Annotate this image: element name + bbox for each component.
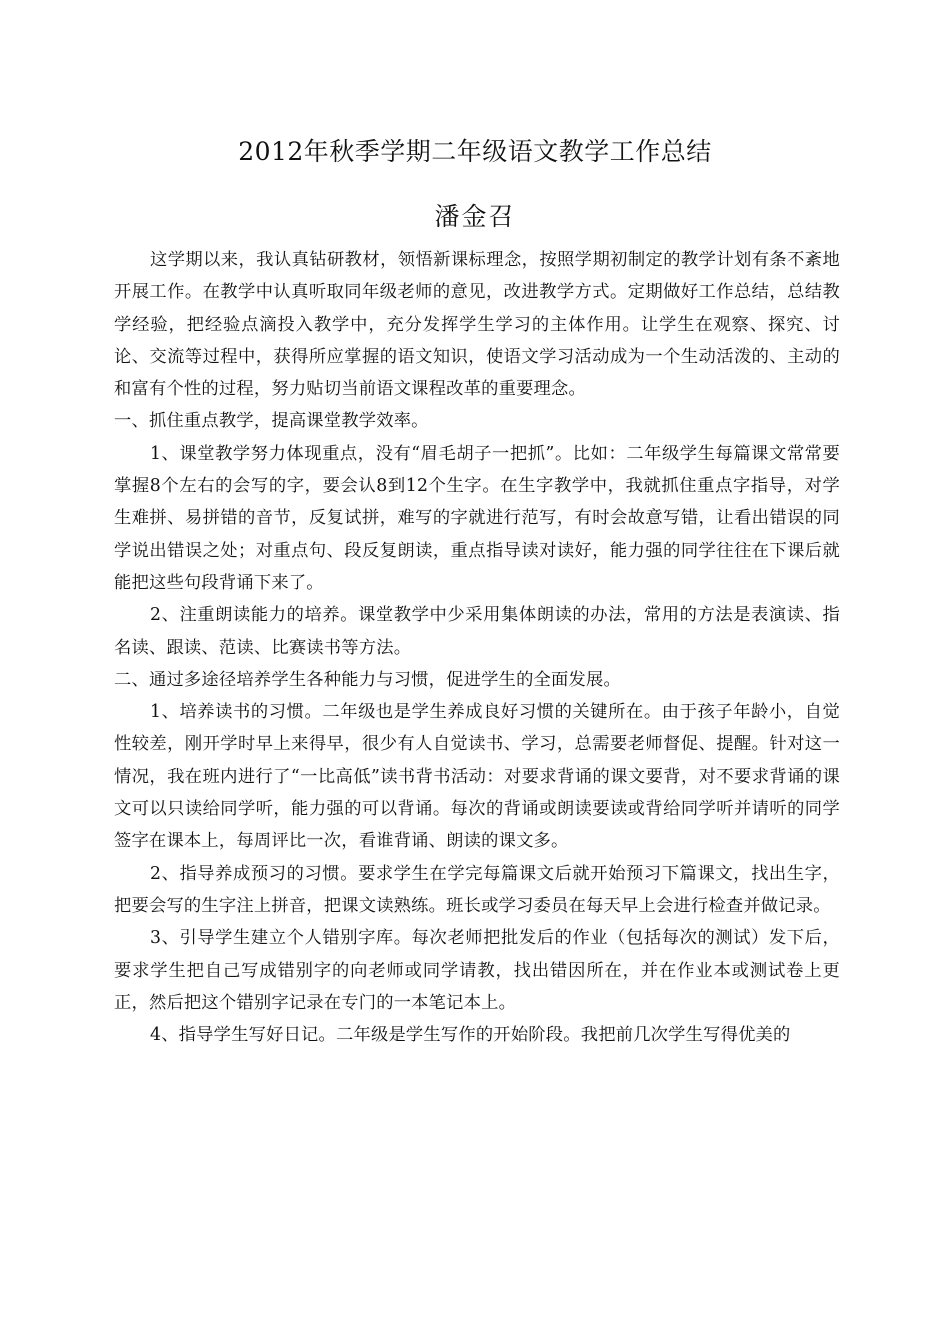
body-paragraph: 2、指导养成预习的习惯。要求学生在学完每篇课文后就开始预习下篇课文，找出生字，把要会写的生字注上拼音，把课文读熟练。班长或学习委员在每天早上会进行检查并做记录。 xyxy=(114,863,840,916)
document-title: 2012年秋季学期二年级语文教学工作总结 xyxy=(238,137,712,166)
body-paragraph: 1、培养读书的习惯。二年级也是学生养成良好习惯的关键所在。由于孩子年龄小，自觉性较差，刚开学时早上来得早，很少有人自觉读书、学习，总需要老师督促、提醒。针对这一情况，我在班内进行了“一比高低”读书背书活动：对要求背诵的课文要背，对不要求背诵的课文可以只读给同学听，能力强的可以背诵。每次的背诵或朗读要读或背给同学听并请听的同学签字在课本上，每周评比一次，看谁背诵、朗读的课文多。 xyxy=(114,702,840,852)
body-paragraph: 2、注重朗读能力的培养。课堂教学中少采用集体朗读的办法，常用的方法是表演读、指名读、跟读、范读、比赛读书等方法。 xyxy=(114,605,840,658)
body-paragraph: 3、引导学生建立个人错别字库。每次老师把批发后的作业（包括每次的测试）发下后，要求学生把自己写成错别字的向老师或同学请教，找出错因所在，并在作业本或测试卷上更正，然后把这个错别字记录在专门的一本笔记本上。 xyxy=(114,928,840,1013)
document-body xyxy=(114,244,840,1051)
intro-paragraph: 这学期以来，我认真钻研教材，领悟新课标理念，按照学期初制定的教学计划有条不紊地开展工作。在教学中认真听取同年级老师的意见，改进教学方式。定期做好工作总结，总结教学经验，把经验点滴投入教学中，充分发挥学生学习的主体作用。让学生在观察、探究、讨论、交流等过程中，获得所应掌握的语文知识，使语文学习活动成为一个生动活泼的、主动的和富有个性的过程，努力贴切当前语文课程改革的重要理念。 xyxy=(114,250,840,400)
body-paragraph: 1、课堂教学努力体现重点，没有“眉毛胡子一把抓”。比如：二年级学生每篇课文常常要掌握8个左右的会写的字，要会认8到12个生字。在生字教学中，我就抓住重点字指导，对学生难拼、易拼错的音节，反复试拼，难写的字就进行范写，有时会故意写错，让看出错误的同学说出错误之处；对重点句、段反复朗读，重点指导读对读好，能力强的同学往往在下课后就能把这些句段背诵下来了。 xyxy=(114,443,840,593)
section-heading-2: 二、通过多途径培养学生各种能力与习惯，促进学生的全面发展。 xyxy=(114,669,621,690)
body-paragraph: 4、指导学生写好日记。二年级是学生写作的开始阶段。我把前几次学生写得优美的 xyxy=(150,1025,791,1046)
document-author: 潘金召 xyxy=(434,202,516,231)
section-heading-1: 一、抓住重点教学，提高课堂教学效率。 xyxy=(114,411,429,432)
